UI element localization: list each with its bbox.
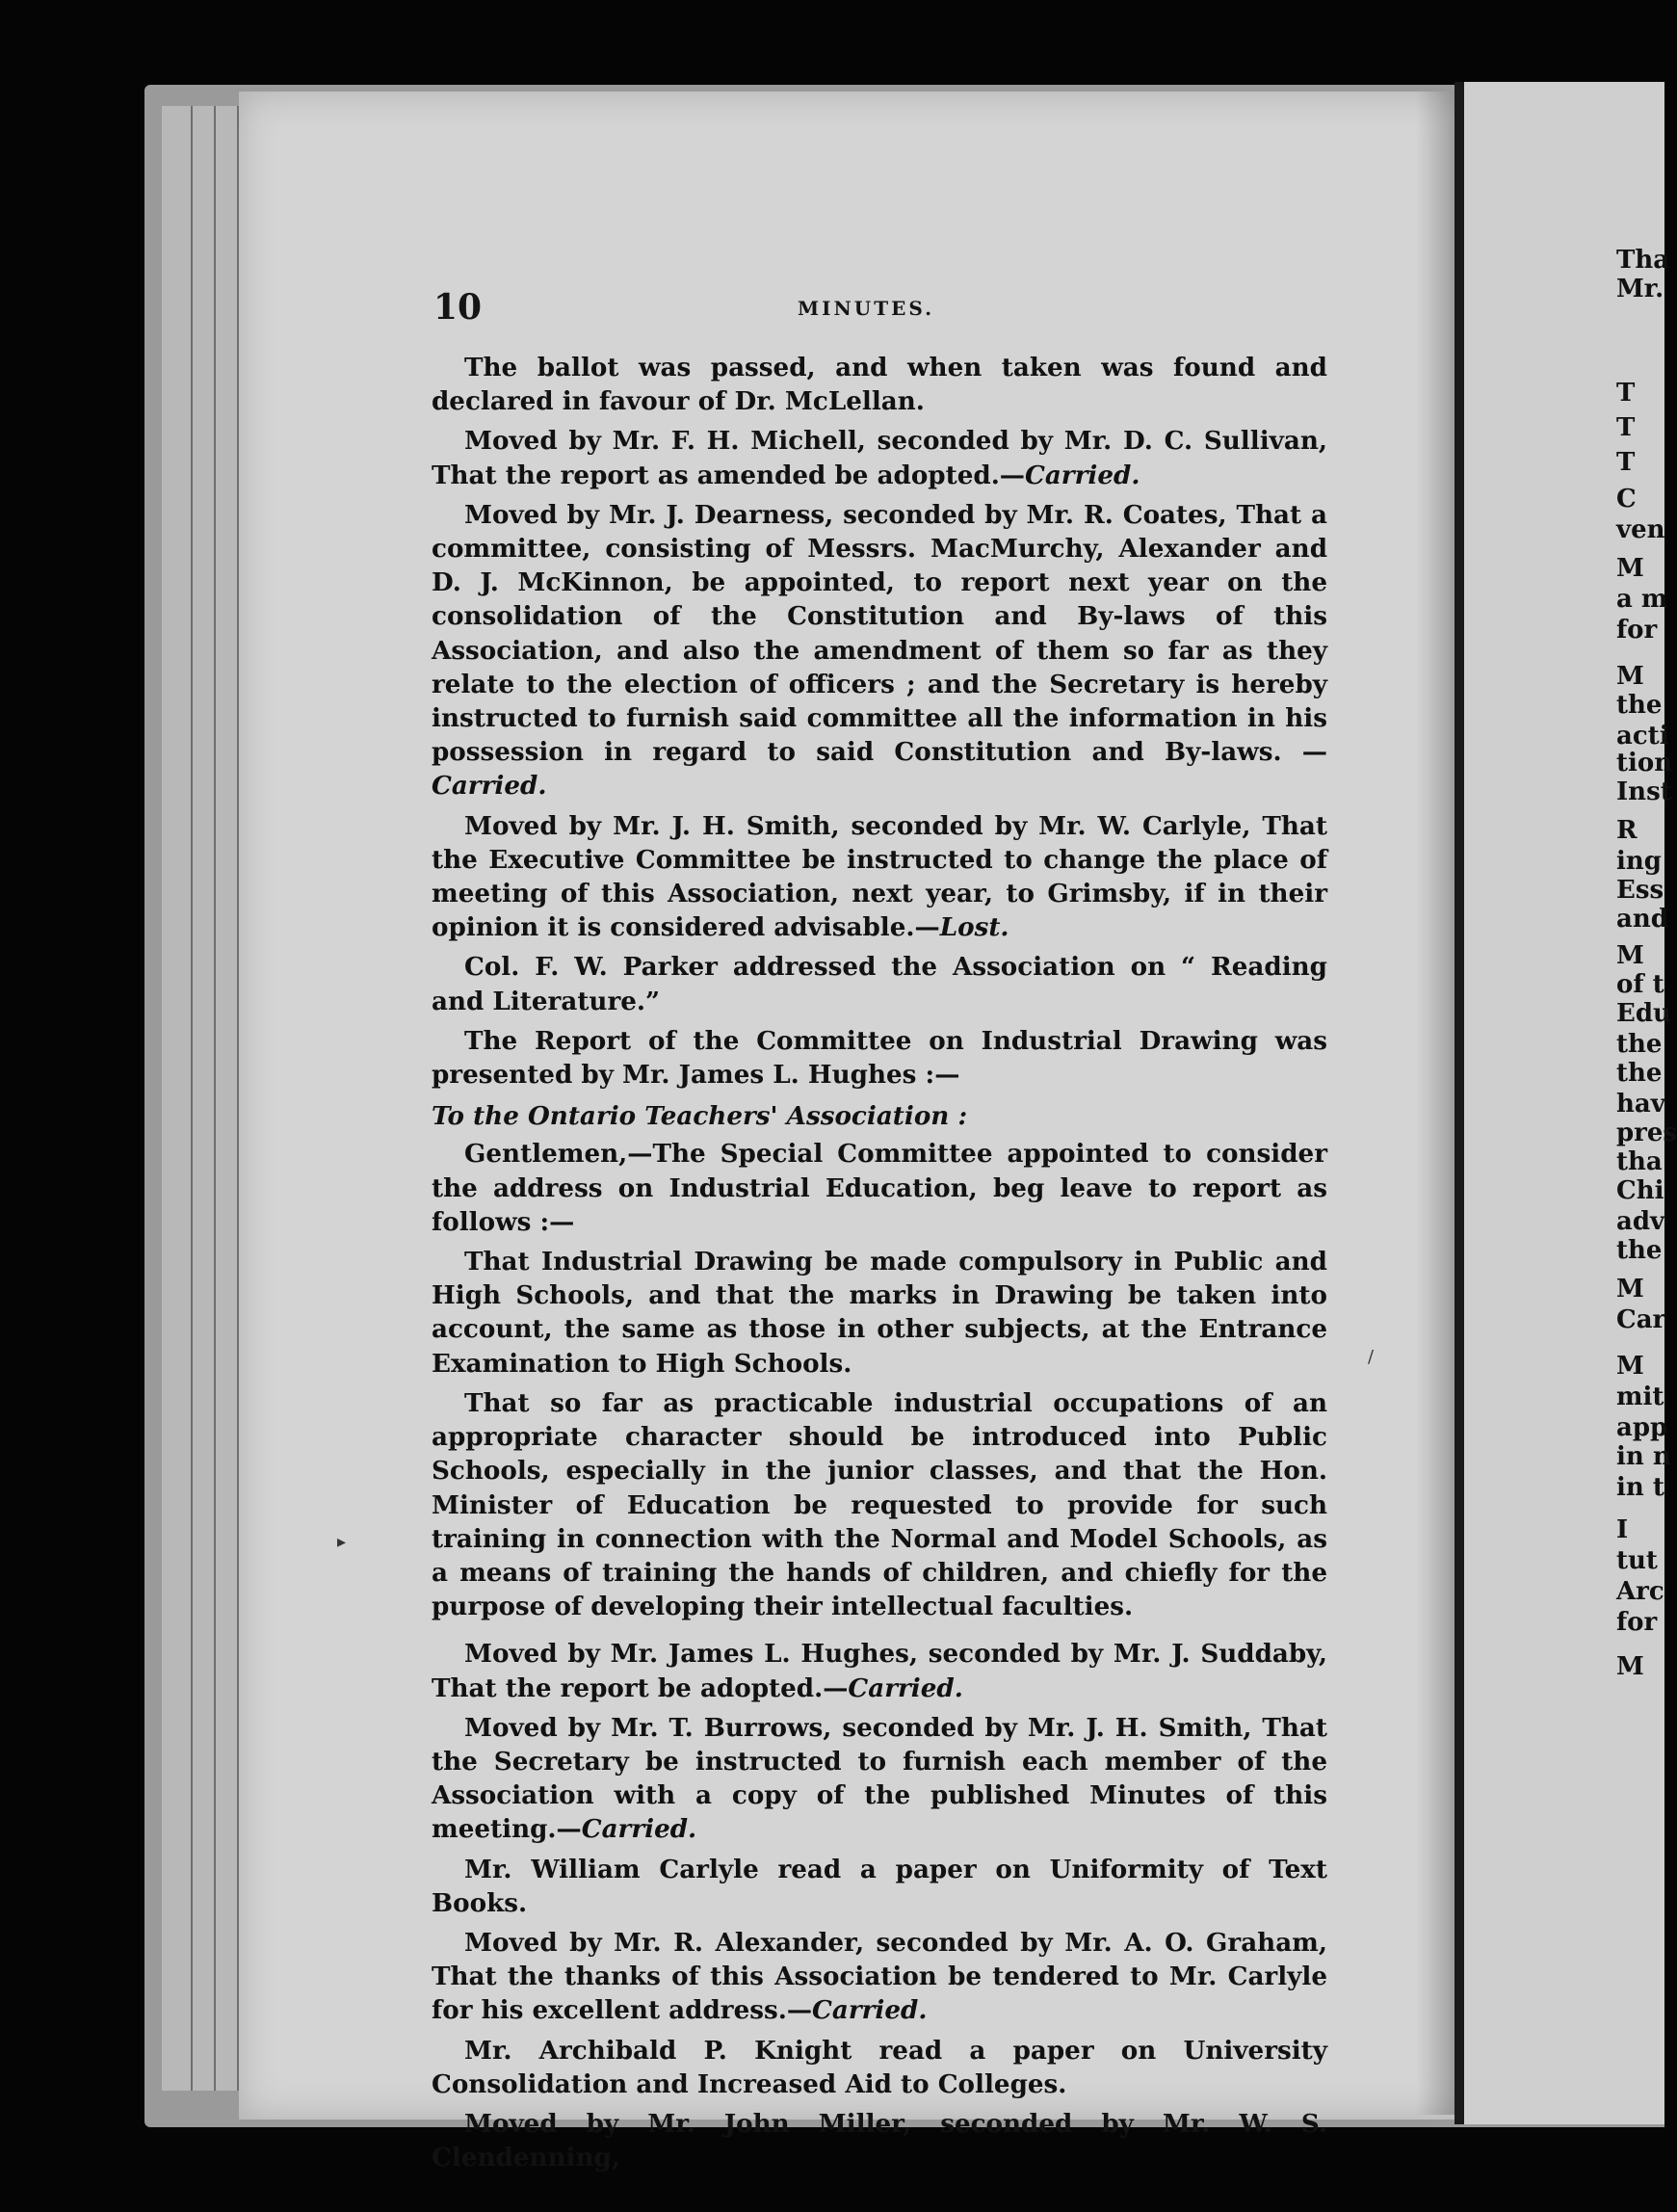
paragraph [432, 950, 1327, 1017]
text-run: The ballot was passed, and when taken was found and declared in favour of Dr. McLellan. [432, 353, 1327, 417]
right-page-fragment: for [1616, 1608, 1658, 1637]
paragraph [432, 1637, 1327, 1704]
paragraph [432, 1137, 1327, 1239]
right-page-fragment: T [1616, 379, 1636, 408]
paragraph [432, 1386, 1327, 1623]
paragraph [432, 1711, 1327, 1847]
italic-text: Carried. [848, 1672, 963, 1703]
italic-text: Carried. [581, 1814, 697, 1845]
text-run: Moved by Mr. F. H. Michell, seconded by Mr. D. C. Sullivan, That the report as amended be adopted.— [432, 426, 1327, 490]
right-page-fragment: in t [1616, 1473, 1664, 1502]
minutes-text [432, 351, 1327, 2180]
right-page [1464, 82, 1677, 2124]
right-page-fragment: T [1616, 413, 1636, 442]
page-number: 10 [433, 287, 483, 328]
right-page-fragment: ven [1616, 515, 1665, 544]
right-page-fragment: of t [1616, 970, 1664, 999]
right-page-fragment: M [1616, 1275, 1644, 1304]
book-gutter [1454, 82, 1464, 2124]
paragraph [432, 498, 1327, 803]
right-page-fragment: Mr. [1616, 275, 1664, 303]
italic-text: Carried. [812, 1995, 928, 2026]
text-run: Moved by Mr. J. Dearness, seconded by Mr. R. Coates, That a committee, consisting of Messrs. MacMurchy, Alexander and D. J. McKinnon, be appointed, to report next year on the consolidation of the Constitution and By-laws of this Association, and also the amendment of them so far as they relate to the election of officers ; and the Secretary is hereby instructed to furnish said committee all the information in his possession in regard to said Constitution and By-laws. — [432, 499, 1327, 768]
paragraph [432, 1926, 1327, 2028]
text-run: That Industrial Drawing be made compulsory in Public and High Schools, and that the marks in Drawing be taken into account, the same as those in other subjects, at the Entrance Examination to High Schools. [432, 1247, 1327, 1379]
page-header [433, 287, 1329, 326]
right-page-fragment: Inst [1616, 777, 1672, 806]
right-page-fragment: Tha [1616, 246, 1670, 275]
right-page-fragment: tut [1616, 1546, 1658, 1575]
right-page-fragment: M [1616, 554, 1644, 583]
right-page-fragment: pres [1616, 1119, 1677, 1147]
paragraph [432, 424, 1327, 491]
right-page-fragment: M [1616, 1352, 1644, 1381]
right-page-fragment: Chi [1616, 1176, 1664, 1205]
margin-mark: / [1368, 1347, 1375, 1367]
italic-text: Lost. [939, 912, 1009, 943]
right-page-fragment: M [1616, 662, 1644, 691]
paragraph [432, 1245, 1327, 1381]
right-page-fragment: the [1616, 1059, 1663, 1088]
paragraph [432, 351, 1327, 418]
text-run: Moved by Mr. R. Alexander, seconded by Mr. A. O. Graham, That the thanks of this Association be tendered to Mr. Carlyle for his excellent address.— [432, 1927, 1327, 2026]
margin-mark: ▸ [337, 1532, 347, 1552]
right-page-fragment: Car [1616, 1305, 1666, 1334]
italic-text: To the Ontario Teachers' Association : [432, 1101, 968, 1132]
addressee-line [432, 1099, 1327, 1133]
right-page-fragment: R [1616, 816, 1638, 845]
paragraph [432, 1024, 1327, 1092]
right-page-fragment: hav [1616, 1090, 1665, 1119]
text-run: Col. F. W. Parker addressed the Association on “ Reading and Literature.” [432, 952, 1327, 1016]
right-page-fragment: in n [1616, 1442, 1671, 1471]
running-head: MINUTES. [798, 297, 935, 320]
right-page-text [1464, 82, 1677, 2124]
right-page-fragment: M [1616, 941, 1644, 970]
text-run: Moved by Mr. J. H. Smith, seconded by Mr. W. Carlyle, That the Executive Committee be instructed to change the place of meeting of this Association, next year, to Grimsby, if in their opinion it is considered advisable.— [432, 810, 1327, 943]
right-page-fragment: acti [1616, 722, 1669, 750]
right-page-fragment: Arc [1616, 1577, 1664, 1606]
text-run: Mr. William Carlyle read a paper on Uniformity of Text Books. [432, 1854, 1327, 1918]
italic-text: Carried. [432, 771, 547, 802]
page-edge [193, 106, 216, 2091]
text-run: Mr. Archibald P. Knight read a paper on University Consolidation and Increased Aid to Colleges. [432, 2035, 1327, 2099]
text-run: Moved by Mr. James L. Hughes, seconded by Mr. J. Suddaby, That the report be adopted.— [432, 1639, 1327, 1703]
text-run: That so far as practicable industrial occupations of an appropriate character should be introduced into Public Schools, especially in the junior classes, and that the Hon. Minister of Education be requested to provide for such training in connection with the Normal and Model Schools, as a means of training the hands of children, and chiefly for the purpose of developing their intellectual faculties. [432, 1387, 1327, 1622]
gutter-shadow [1416, 92, 1454, 2115]
right-page-fragment: mit [1616, 1382, 1664, 1411]
right-page-fragment: a m [1616, 585, 1668, 614]
right-page-fragment: the [1616, 1030, 1663, 1059]
text-run: Moved by Mr. T. Burrows, seconded by Mr. J. H. Smith, That the Secretary be instructed to furnish each member of the Association with a copy of the published Minutes of this meeting.— [432, 1712, 1327, 1845]
text-run: Gentlemen,—The Special Committee appointed to consider the address on Industrial Education, beg leave to report as follows :— [432, 1139, 1327, 1237]
paragraph [432, 1853, 1327, 1920]
paragraph [432, 2034, 1327, 2101]
right-page-fragment: the [1616, 1236, 1663, 1265]
right-page-fragment: the [1616, 691, 1663, 720]
right-page-fragment: I [1616, 1515, 1629, 1544]
right-page-fragment: and [1616, 905, 1668, 934]
text-run: Moved by Mr. John Miller, seconded by Mr. W. S. Clendenning, [432, 2108, 1327, 2173]
right-page-fragment: T [1616, 448, 1636, 477]
right-page-fragment: for [1616, 616, 1658, 645]
paragraph [432, 2107, 1327, 2174]
text-run: The Report of the Committee on Industrial Drawing was presented by Mr. James L. Hughes :— [432, 1025, 1327, 1091]
right-page-fragment: tha [1616, 1147, 1663, 1176]
page-edge [162, 106, 193, 2091]
right-page-fragment: ing [1616, 847, 1662, 876]
right-page-fragment: M [1616, 1652, 1644, 1681]
page-edge [216, 106, 239, 2091]
right-page-fragment: adv [1616, 1207, 1665, 1236]
italic-text: Carried. [1025, 460, 1140, 490]
paragraph [432, 809, 1327, 945]
right-page-fragment: Edu [1616, 999, 1671, 1028]
right-page-fragment: app [1616, 1413, 1668, 1442]
right-page-fragment: Ess [1616, 876, 1664, 905]
right-page-fragment: tion [1616, 749, 1673, 777]
right-page-fragment: C [1616, 485, 1637, 514]
